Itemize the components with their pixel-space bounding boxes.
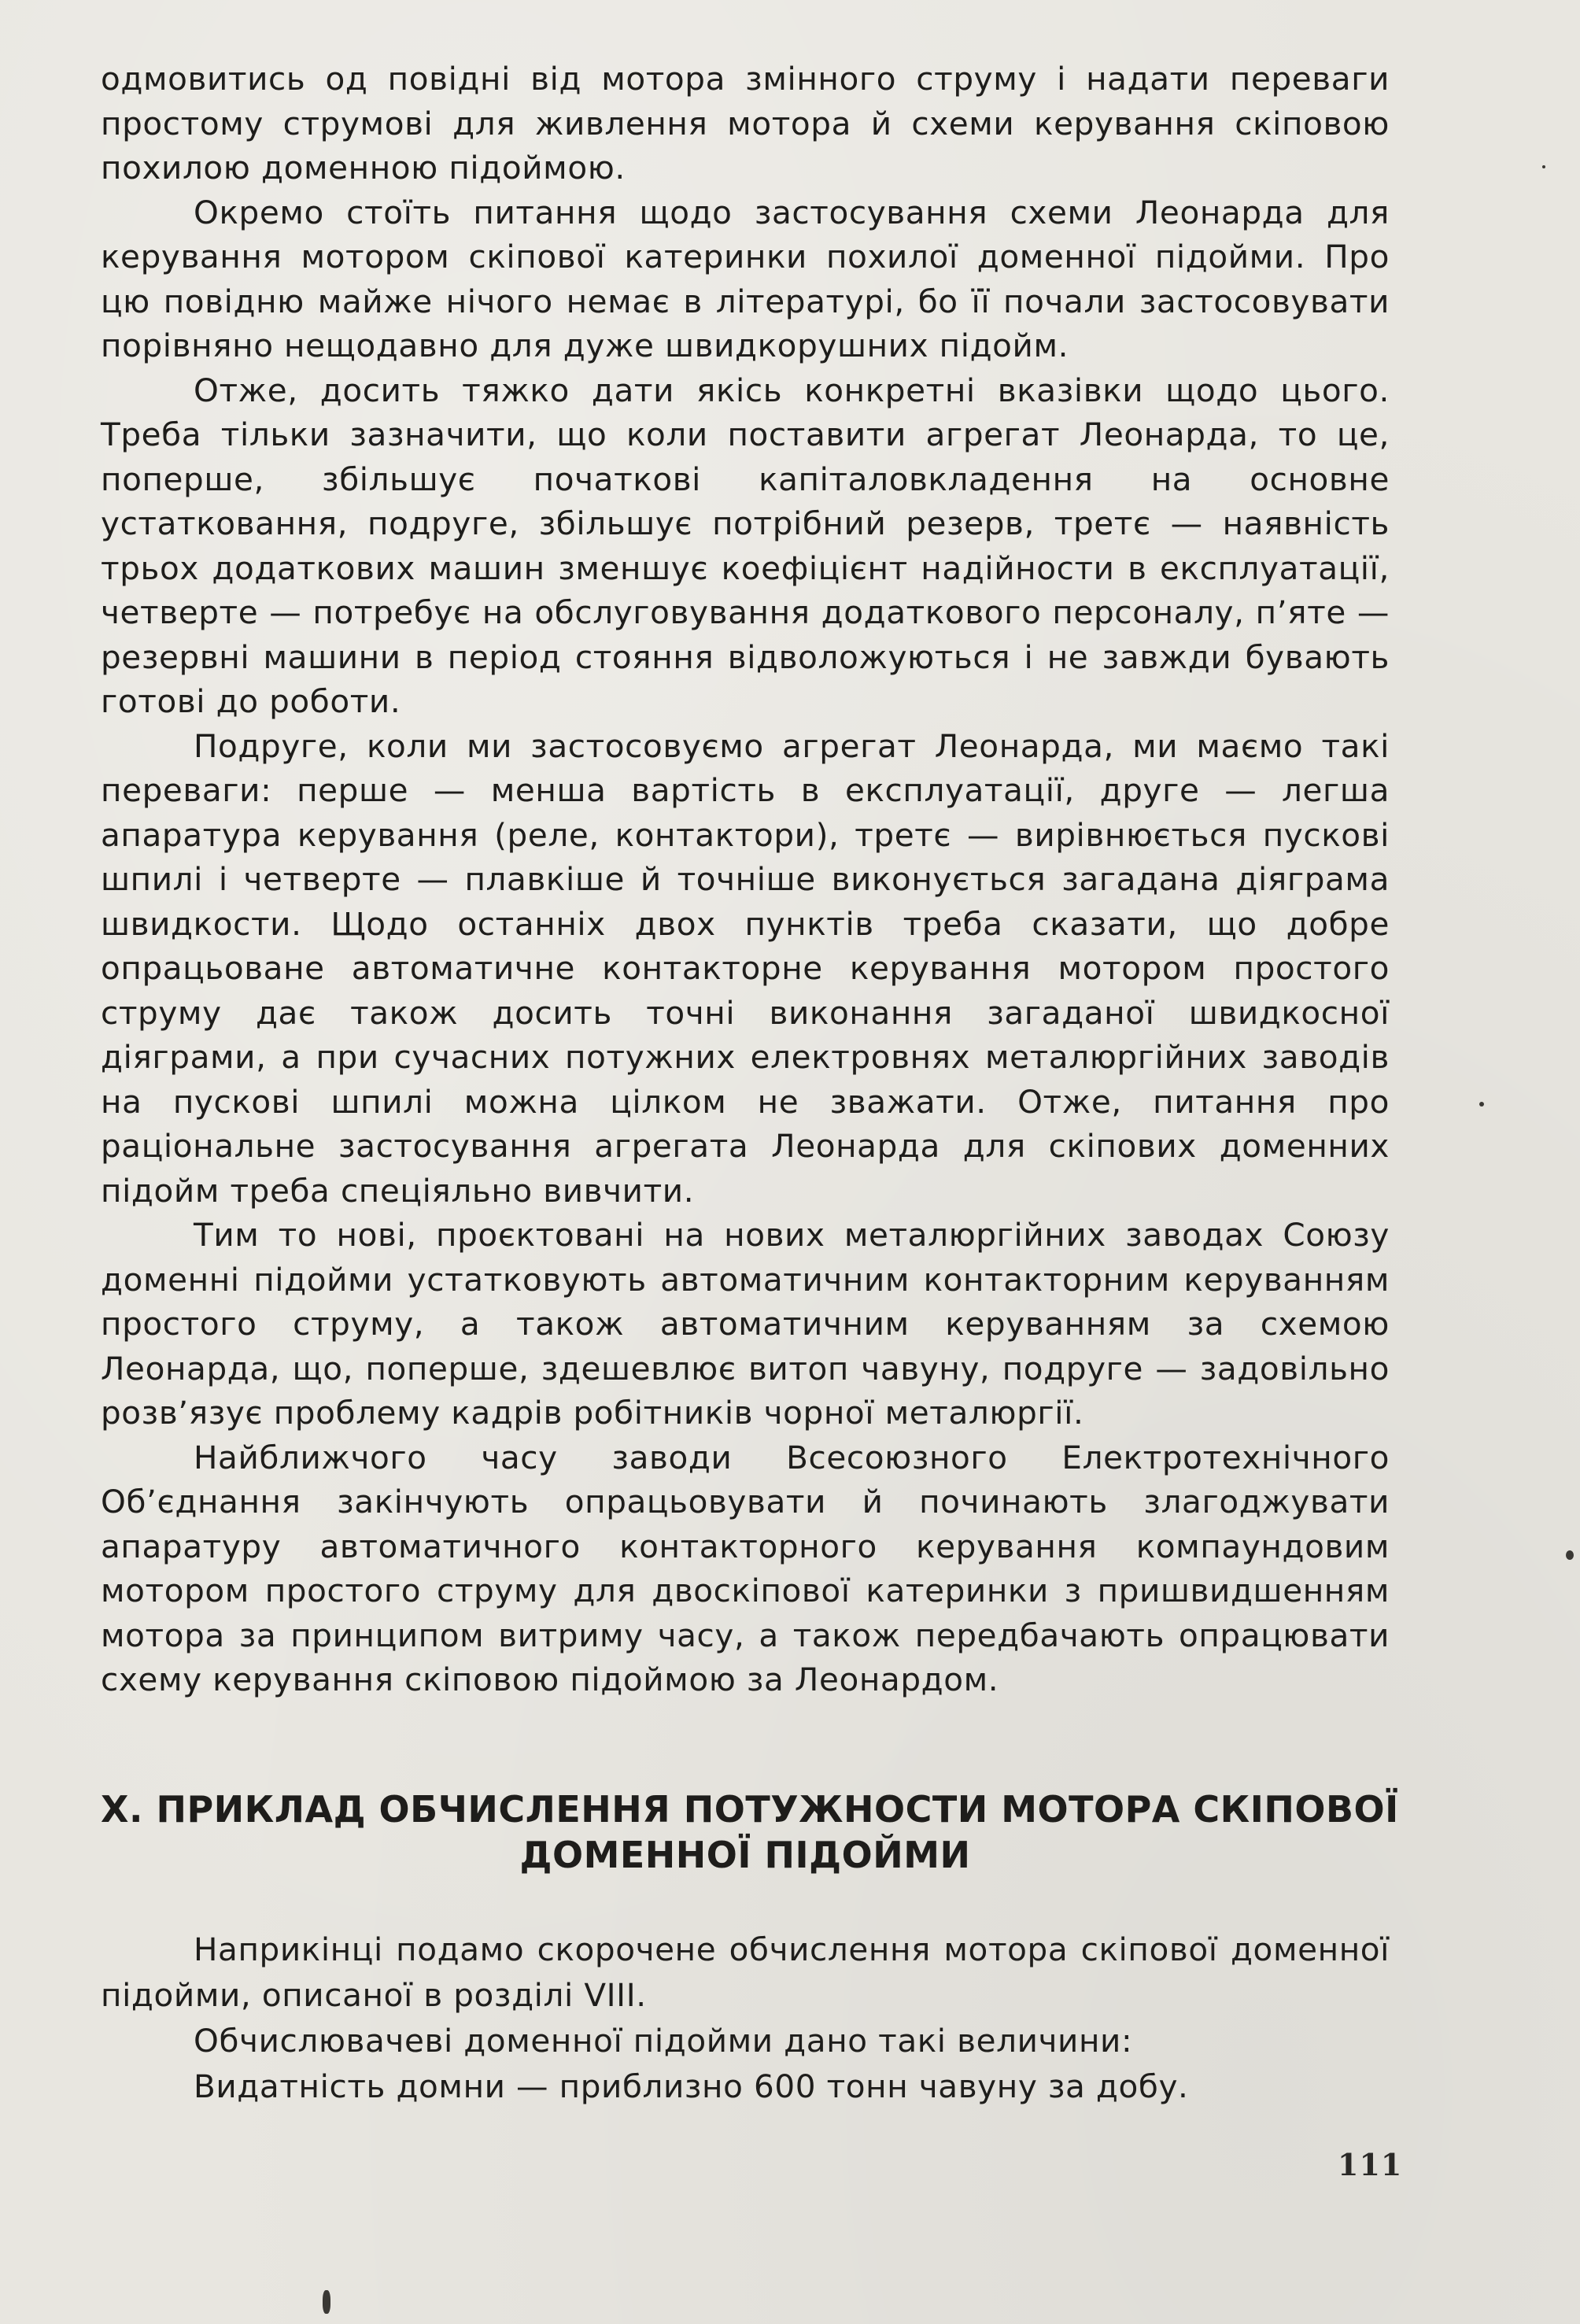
main-text-block xyxy=(101,57,1390,1702)
page-number: 111 xyxy=(1338,2147,1403,2182)
paragraph-section-intro: Наприкінці подамо скорочене обчислення мотора скіпової доменної підойми, описаної в розділі VIII. xyxy=(101,1931,1390,2014)
section-intro-block xyxy=(101,1927,1390,2109)
paper-speck xyxy=(1566,1550,1574,1560)
paragraph-leonard-scheme: Окремо стоїть питання щодо застосування схеми Леонарда для керування мотором скіпової катеринки похилої доменної підойми. Про цю повідню майже нічого немає в літературі, бо її почали застосовувати порівняно нещодавно для дуже швидкорушних підойм. xyxy=(101,193,1390,364)
paragraph-leonard-drawbacks: Отже, досить тяжко дати якісь конкретні вказівки щодо цього. Треба тільки зазначити, що коли поставити агрегат Леонарда, то це, поперше, збільшує початкові капіталовкладення на основне устатковання, подруге, збільшує потрібний резерв, третє — наявність трьох додаткових машин зменшує коефіцієнт надійности в експлуатації, четверте — потребує на обслуговування додаткового персоналу, п’яте — резервні машини в період стояння відволожуються і не завжди бувають готові до роботи. xyxy=(101,371,1390,720)
paragraph-plants-plans: Найближчого часу заводи Всесоюзного Електротехнічного Об’єднання закінчують опрацьовувати й починають злагоджувати апаратуру автоматичного контакторного керування компаундовим мотором простого струму для двоскіпової катеринки з пришвидшенням мотора за принципом витриму часу, а також передбачають опрацювати схему керування скіповою підоймою за Леонардом. xyxy=(101,1438,1390,1698)
paragraph-leonard-advantages: Подруге, коли ми застосовуємо агрегат Леонарда, ми маємо такі переваги: перше — менша вартість в експлуатації, друге — легша апаратура керування (реле, контактори), третє — вирівнюється пускові шпилі і четверте — плавкіше й точніше виконується загадана діяграма швидкости. Щодо останніх двох пунктів треба сказати, що добре опрацьоване автоматичне контакторне керування мотором простого струму дає також досить точні виконання загаданої швидкосної діяграми, а при сучасних потужних електровнях металюргійних заводів на пускові шпилі можна цілком не зважати. Отже, питання про раціональне застосування агрегата Леонарда для скіпових доменних підойм треба спеціяльно вивчити. xyxy=(101,726,1390,1210)
paper-speck xyxy=(323,2290,330,2314)
given-values-line: Обчислювачеві доменної підойми дано такі величини: xyxy=(194,2022,1133,2060)
furnace-output-line: Видатність домни — приблизно 600 тонн чавуну за добу. xyxy=(194,2067,1189,2105)
paper-speck xyxy=(1542,165,1545,168)
section-heading xyxy=(101,1786,1399,1878)
section-heading-line1: Х. ПРИКЛАД ОБЧИСЛЕННЯ ПОТУЖНОСТИ МОТОРА СКІПОВОЇ xyxy=(101,1788,1399,1831)
paper-speck xyxy=(1479,1102,1484,1107)
paragraph-new-hoists: Тим то нові, проєктовані на нових металюргійних заводах Союзу доменні підойми устатковують автоматичним контакторним керуванням простого струму, а також автоматичним керуванням за схемою Леонарда, що, поперше, здешевлює витоп чавуну, подруге — задовільно розв’язує проблему кадрів робітників чорної металюргії. xyxy=(101,1216,1390,1432)
section-heading-line2: ДОМЕННОЇ ПІДОЙМИ xyxy=(519,1834,971,1876)
paragraph-continuation: одмовитись од повідні від мотора змінного струму і надати переваги простому струмові для живлення мотора й схеми керування скіповою похилою доменною підоймою. xyxy=(101,60,1390,187)
